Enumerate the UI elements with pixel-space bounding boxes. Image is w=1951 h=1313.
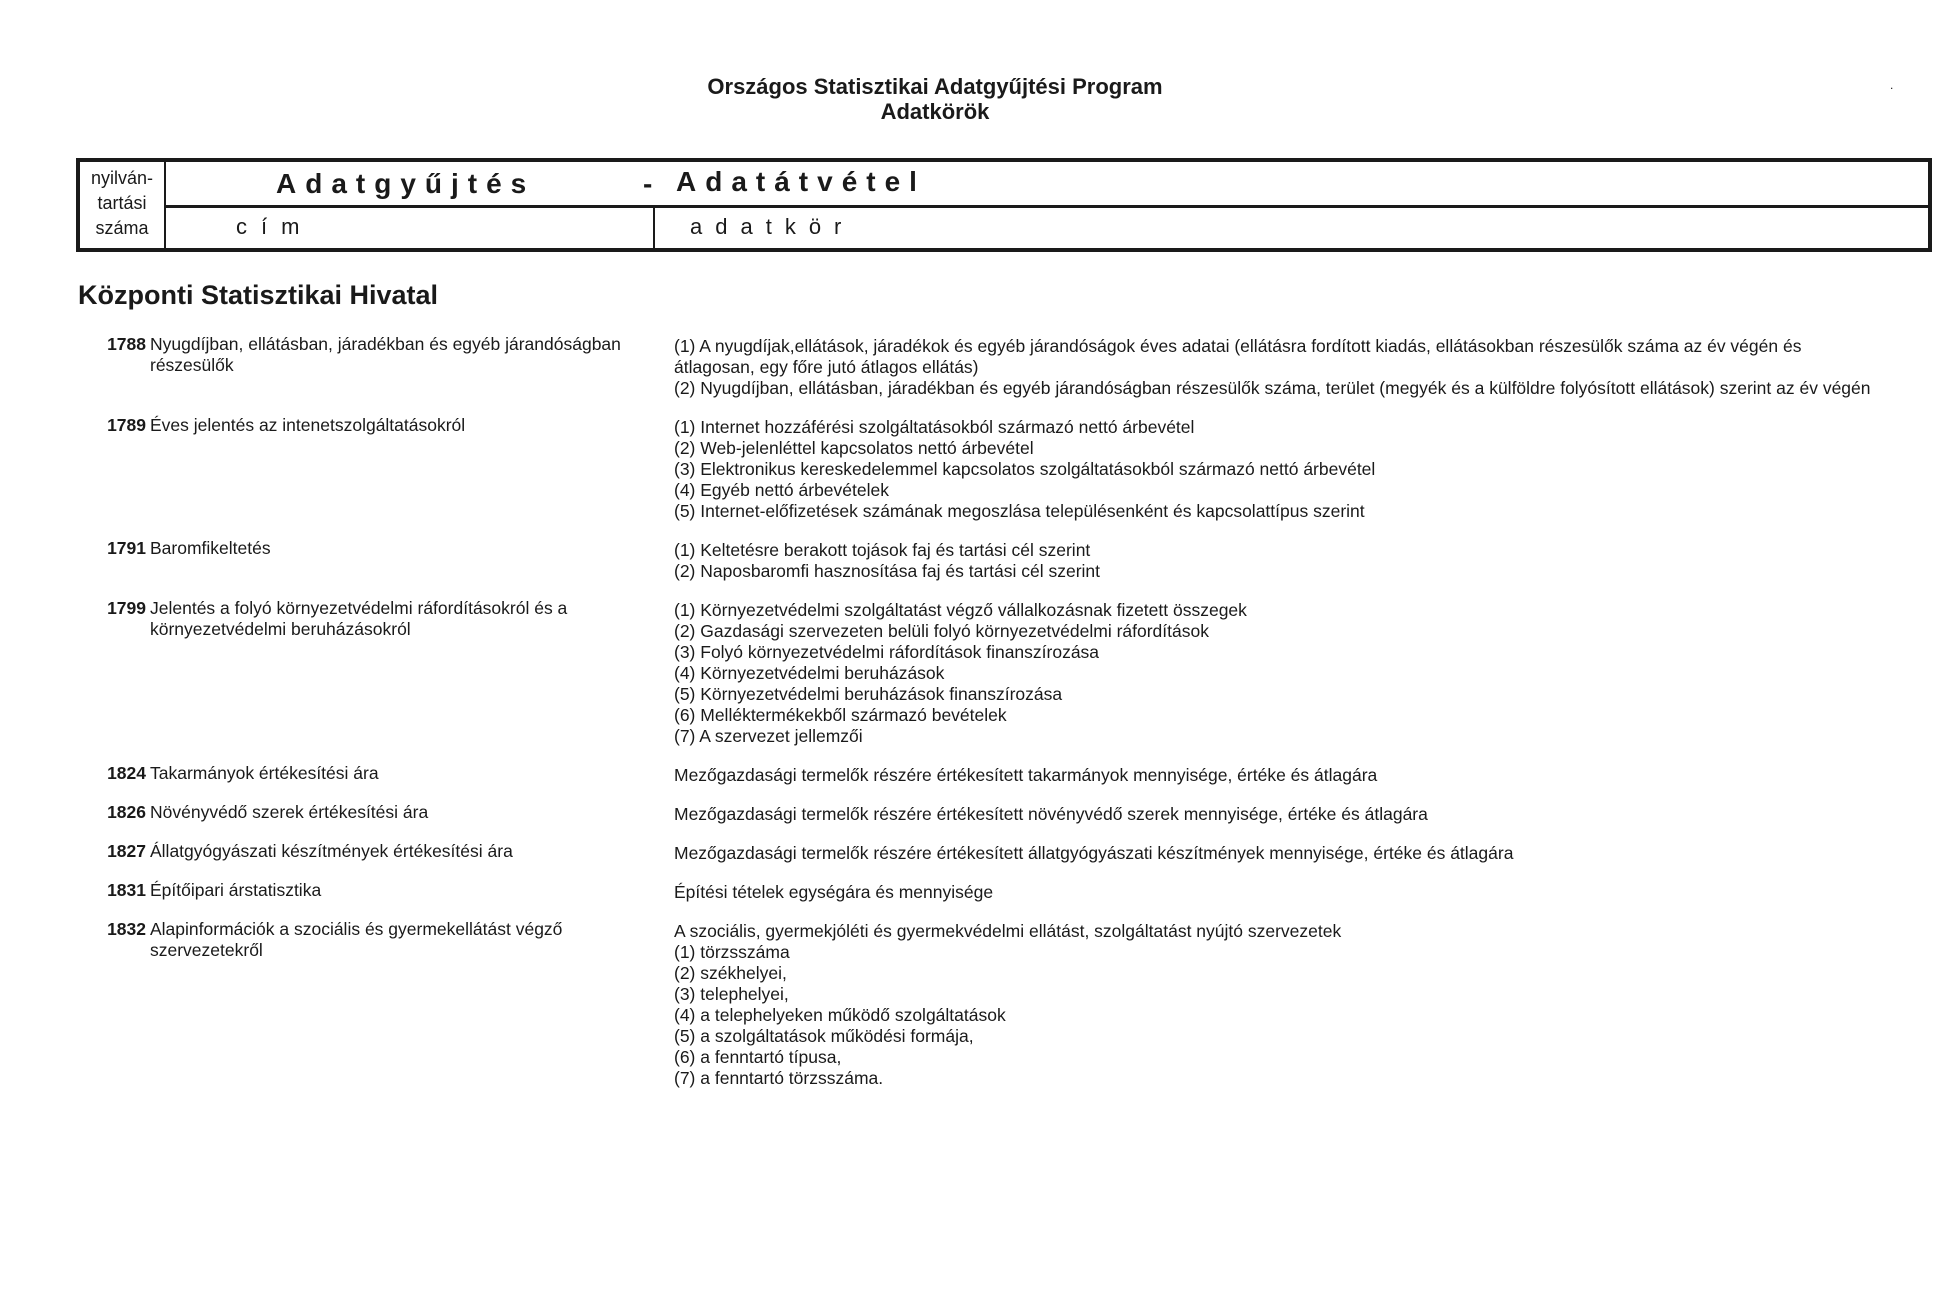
data-scope-subheading: adatkör	[690, 214, 855, 239]
data-scope-line: A szociális, gyermekjóléti és gyermekvédelmi ellátást, szolgáltatást nyújtó szervezetek	[674, 921, 1342, 941]
registry-number: 1831	[107, 880, 146, 900]
data-scope-line: Építési tételek egységára és mennyisége	[674, 882, 994, 902]
program-row	[0, 598, 1951, 751]
data-scope-line: (4) Egyéb nettó árbevételek	[674, 480, 889, 500]
document-subtitle: Adatkörök	[880, 99, 990, 124]
document-header	[0, 74, 1870, 124]
data-scope-line: (4) a telephelyeken működő szolgáltatások	[674, 1005, 1006, 1025]
heading-separator: -	[643, 168, 653, 199]
corner-mark: .	[1890, 78, 1894, 92]
data-scope-line: (5) Internet-előfizetések számának megoszlása településenként és kapcsolattípus szerint	[674, 501, 1365, 521]
registry-label-line: nyilván-	[90, 168, 154, 188]
data-scope-description	[674, 415, 1874, 522]
data-scope-line: (1) Keltetésre berakott tojások faj és tartási cél szerint	[674, 540, 1091, 560]
data-scope-line: (2) székhelyei,	[674, 963, 787, 983]
program-row	[0, 538, 1951, 586]
data-scope-line: (3) Elektronikus kereskedelemmel kapcsolatos szolgáltatásokból származó nettó árbevétel	[674, 459, 1376, 479]
collection-title: Éves jelentés az intenetszolgáltatásokról	[150, 415, 466, 435]
data-scope-description	[674, 763, 1874, 786]
registry-label-line: tartási	[97, 193, 147, 213]
data-scope-line: (1) A nyugdíjak,ellátások, járadékok és egyéb járandóságok éves adatai (ellátásra fordított kiadás, ellátásokban részesülők száma az év végén és átlagosan, egy főre jutó átlagos ellátás)	[674, 336, 1802, 377]
document-title: Országos Statisztikai Adatgyűjtési Program	[707, 74, 1163, 99]
data-scope-line: (2) Web-jelenléttel kapcsolatos nettó árbevétel	[674, 438, 1034, 458]
data-scope-line: Mezőgazdasági termelők részére értékesített takarmányok mennyisége, értéke és átlagára	[674, 765, 1378, 785]
program-row	[0, 880, 1951, 907]
data-scope-line: (3) Folyó környezetvédelmi ráfordítások finanszírozása	[674, 642, 1100, 662]
program-row	[0, 919, 1951, 1093]
data-scope-line: (5) Környezetvédelmi beruházások finanszírozása	[674, 684, 1063, 704]
data-transfer-heading: Adatátvétel	[676, 166, 926, 197]
registry-number: 1827	[107, 841, 146, 861]
column-header-box	[76, 158, 1932, 252]
registry-number: 1832	[107, 919, 146, 939]
data-scope-description	[674, 598, 1874, 747]
data-scope-description	[674, 919, 1874, 1089]
header-divider-horizontal	[166, 205, 1928, 208]
data-scope-line: (3) telephelyei,	[674, 984, 789, 1004]
data-scope-line: (4) Környezetvédelmi beruházások	[674, 663, 945, 683]
header-divider-vertical	[653, 208, 655, 248]
data-scope-line: (2) Nyugdíjban, ellátásban, járadékban és egyéb járandóságban részesülők száma, terület (megyék és a külföldre folyósított ellátások) szerint az év végén	[674, 378, 1871, 398]
data-collection-heading: Adatgyűjtés	[276, 168, 536, 199]
data-scope-line: (1) törzsszáma	[674, 942, 790, 962]
title-subheading: cím	[236, 214, 314, 239]
data-scope-line: (6) a fenntartó típusa,	[674, 1047, 842, 1067]
program-row	[0, 802, 1951, 829]
registry-number: 1824	[107, 763, 146, 783]
data-scope-line: (1) Internet hozzáférési szolgáltatásokból származó nettó árbevétel	[674, 417, 1195, 437]
program-row	[0, 415, 1951, 526]
registry-number: 1791	[107, 538, 146, 558]
data-scope-line: (2) Naposbaromfi hasznosítása faj és tartási cél szerint	[674, 561, 1101, 581]
registry-number: 1799	[107, 598, 146, 618]
registry-number: 1826	[107, 802, 146, 822]
data-scope-line: (7) a fenntartó törzsszáma.	[674, 1068, 884, 1088]
collection-title: Építőipari árstatisztika	[150, 880, 322, 900]
collection-title: Növényvédő szerek értékesítési ára	[150, 802, 429, 822]
collection-title: Nyugdíjban, ellátásban, járadékban és egyéb járandóságban részesülők	[150, 334, 621, 375]
registry-label-line: száma	[95, 218, 149, 238]
data-scope-description	[674, 841, 1874, 864]
collection-title: Takarmányok értékesítési ára	[150, 763, 379, 783]
data-scope-description	[674, 802, 1874, 825]
registry-number-label	[80, 162, 166, 248]
data-scope-line: (5) a szolgáltatások működési formája,	[674, 1026, 974, 1046]
data-scope-line: Mezőgazdasági termelők részére értékesített növényvédő szerek mennyisége, értéke és átlagára	[674, 804, 1428, 824]
data-scope-line: (7) A szervezet jellemzői	[674, 726, 863, 746]
data-scope-description	[674, 538, 1874, 582]
registry-number: 1789	[107, 415, 146, 435]
data-scope-line: (1) Környezetvédelmi szolgáltatást végző vállalkozásnak fizetett összegek	[674, 600, 1247, 620]
program-row	[0, 334, 1951, 403]
collection-title: Baromfikeltetés	[150, 538, 271, 558]
program-row	[0, 841, 1951, 868]
collection-title: Jelentés a folyó környezetvédelmi ráfordításokról és a környezetvédelmi beruházásokról	[150, 598, 568, 639]
data-scope-line: Mezőgazdasági termelők részére értékesített állatgyógyászati készítmények mennyisége, értéke és átlagára	[674, 843, 1514, 863]
data-scope-description	[674, 880, 1874, 903]
collection-title: Állatgyógyászati készítmények értékesítési ára	[150, 841, 513, 861]
data-scope-line: (6) Melléktermékekből származó bevételek	[674, 705, 1007, 725]
collection-title: Alapinformációk a szociális és gyermekellátást végző szervezetekről	[150, 919, 563, 960]
data-scope-line: (2) Gazdasági szervezeten belüli folyó környezetvédelmi ráfordítások	[674, 621, 1209, 641]
data-scope-description	[674, 334, 1874, 399]
organization-heading: Központi Statisztikai Hivatal	[78, 280, 439, 310]
program-row	[0, 763, 1951, 790]
registry-number: 1788	[107, 334, 146, 354]
program-list	[0, 334, 1951, 1105]
